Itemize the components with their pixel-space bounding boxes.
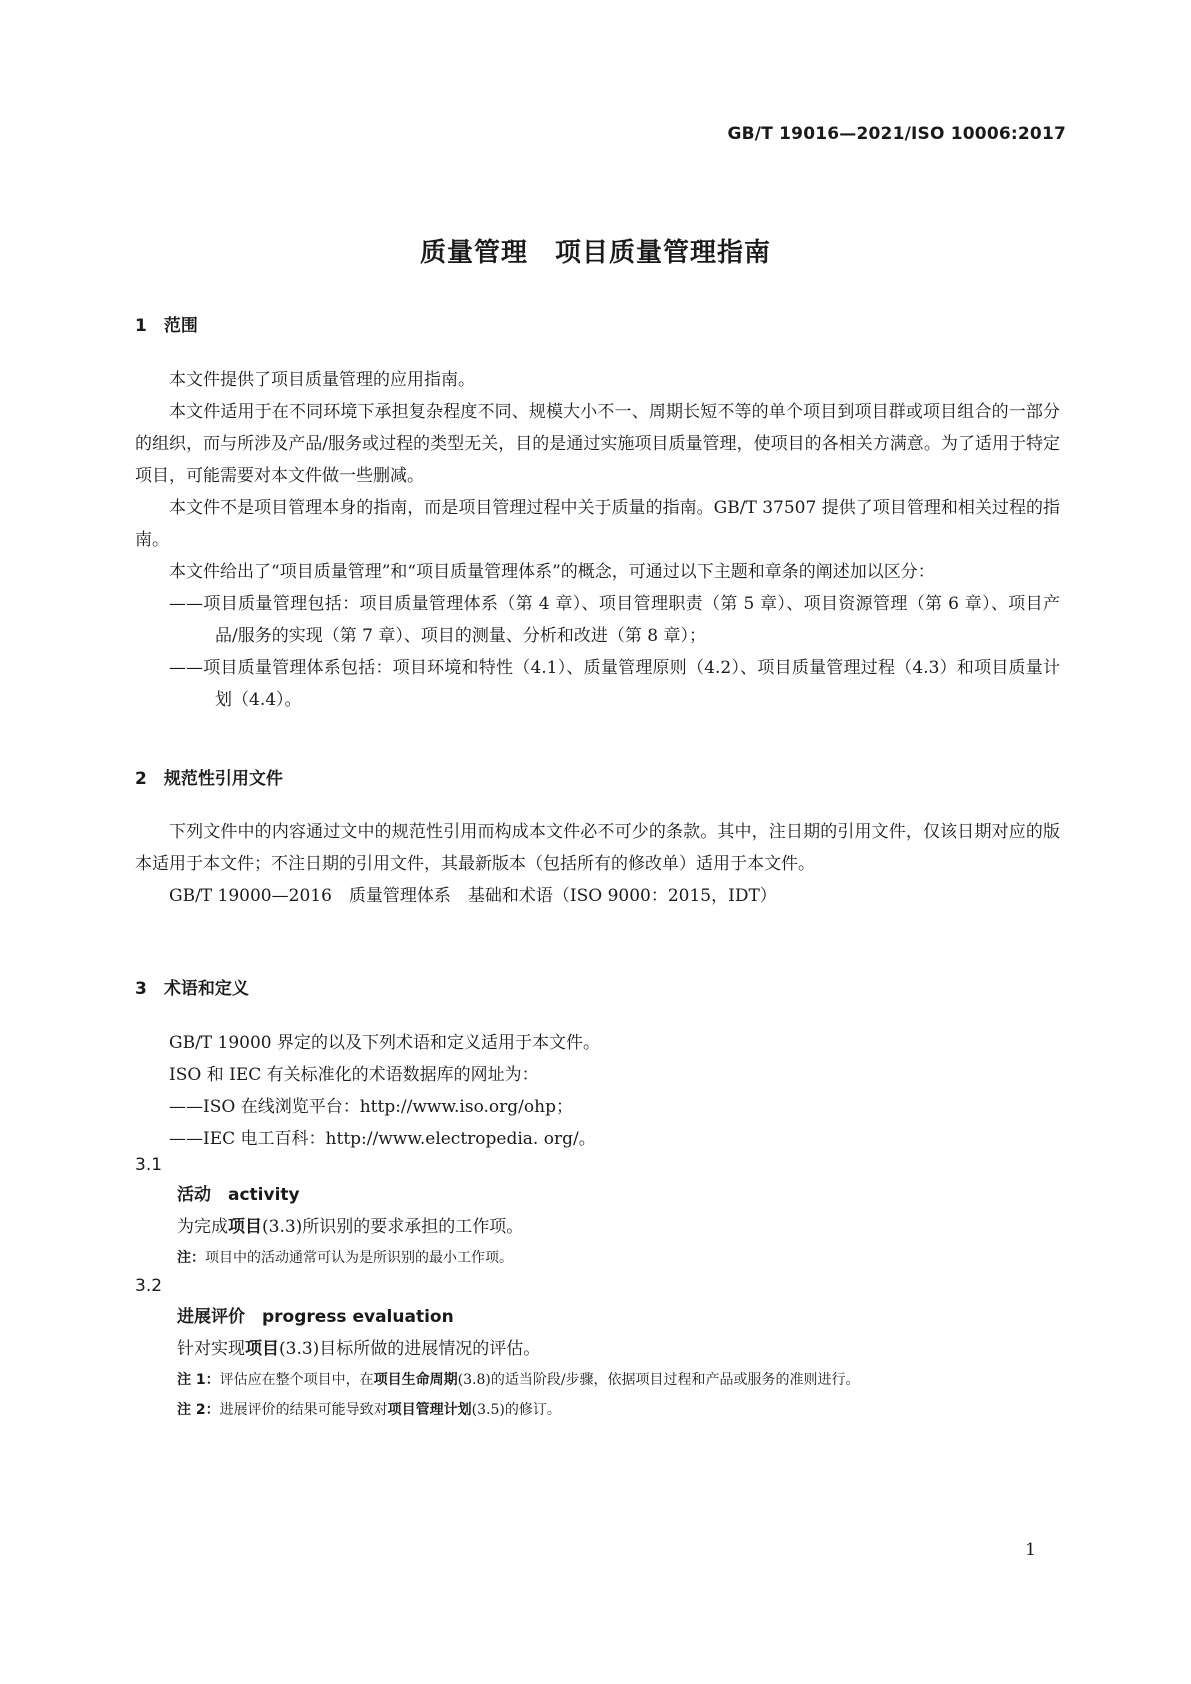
note-text: 进展评价的结果可能导致对 — [219, 1402, 388, 1418]
definition-text: 针对实现 — [177, 1339, 245, 1359]
section-heading-normative-references: 2 规范性引用文件 — [135, 769, 283, 789]
list-item: ——IEC 电工百科：http://www.electropedia. org/。 — [169, 1129, 596, 1149]
document-title: 质量管理 项目质量管理指南 — [419, 238, 771, 268]
paragraph: 本文件给出了“项目质量管理”和“项目质量管理体系”的概念，可通过以下主题和章条的阐述加以区分： — [169, 562, 935, 582]
section-heading-scope: 1 范围 — [135, 316, 198, 336]
section-scope-body — [135, 364, 1060, 716]
term-definition — [177, 1333, 1067, 1365]
term-reference: 项目 — [228, 1217, 262, 1237]
term-name: 活动 activity — [177, 1185, 300, 1205]
standard-number: GB/T 19016—2021/ISO 10006:2017 — [727, 124, 1066, 144]
term-note — [177, 1243, 1067, 1273]
reference-entry: GB/T 19000—2016 质量管理体系 基础和术语（ISO 9000：2015，IDT） — [169, 886, 777, 906]
term-reference: 项目管理计划 — [387, 1402, 472, 1418]
term-reference: 项目生命周期 — [373, 1372, 458, 1388]
paragraph: 下列文件中的内容通过文中的规范性引用而构成本文件必不可少的条款。其中，注日期的引用文件，仅该日期对应的版本适用于本文件；不注日期的引用文件，其最新版本（包括所有的修改单）适用于本文件。 — [135, 822, 1060, 874]
list-item: ——ISO 在线浏览平台：http://www.iso.org/ohp； — [169, 1097, 573, 1117]
note-text: (3.8)的适当阶段/步骤，依据项目过程和产品或服务的准则进行。 — [457, 1372, 860, 1388]
term-reference: 项目 — [245, 1339, 279, 1359]
note-text: 项目中的活动通常可认为是所识别的最小工作项。 — [205, 1250, 513, 1266]
term-note — [177, 1395, 1067, 1425]
term-note — [177, 1365, 1067, 1395]
section-references-body — [135, 816, 1060, 912]
note-label: 注 2： — [177, 1402, 220, 1418]
paragraph: 本文件提供了项目质量管理的应用指南。 — [169, 370, 475, 390]
list-item: ——项目质量管理体系包括：项目环境和特性（4.1）、质量管理原则（4.2）、项目质量管理过程（4.3）和项目质量计划（4.4）。 — [169, 658, 1060, 710]
note-text: (3.5)的修订。 — [471, 1402, 561, 1418]
definition-text: (3.3)目标所做的进展情况的评估。 — [279, 1339, 541, 1359]
term-number: 3.2 — [135, 1276, 163, 1296]
term-entry-activity — [177, 1179, 1067, 1273]
paragraph: 本文件适用于在不同环境下承担复杂程度不同、规模大小不一、周期长短不等的单个项目到项目群或项目组合的一部分的组织，而与所涉及产品/服务或过程的类型无关，目的是通过实施项目质量管理，使项目的各相关方满意。为了适用于特定项目，可能需要对本文件做一些删减。 — [135, 402, 1060, 486]
term-name: 进展评价 progress evaluation — [177, 1307, 454, 1327]
list-item: ——项目质量管理包括：项目质量管理体系（第 4 章）、项目管理职责（第 5 章）、项目资源管理（第 6 章）、项目产品/服务的实现（第 7 章）、项目的测量、分析和改进（第 8 章）； — [169, 594, 1060, 646]
note-label: 注 1： — [177, 1372, 220, 1388]
note-text: 评估应在整个项目中，在 — [219, 1372, 374, 1388]
page-number: 1 — [1025, 1540, 1036, 1560]
term-definition — [177, 1211, 1067, 1243]
section-terms-intro — [135, 1027, 1060, 1155]
note-label: 注： — [177, 1250, 205, 1266]
term-number: 3.1 — [135, 1155, 163, 1175]
paragraph: 本文件不是项目管理本身的指南，而是项目管理过程中关于质量的指南。GB/T 37507 提供了项目管理和相关过程的指南。 — [135, 498, 1060, 550]
term-entry-progress-evaluation — [177, 1301, 1067, 1425]
definition-text: (3.3)所识别的要求承担的工作项。 — [262, 1217, 524, 1237]
paragraph: GB/T 19000 界定的以及下列术语和定义适用于本文件。 — [169, 1033, 601, 1053]
definition-text: 为完成 — [177, 1217, 228, 1237]
paragraph: ISO 和 IEC 有关标准化的术语数据库的网址为： — [169, 1065, 539, 1085]
section-heading-terms: 3 术语和定义 — [135, 979, 249, 999]
